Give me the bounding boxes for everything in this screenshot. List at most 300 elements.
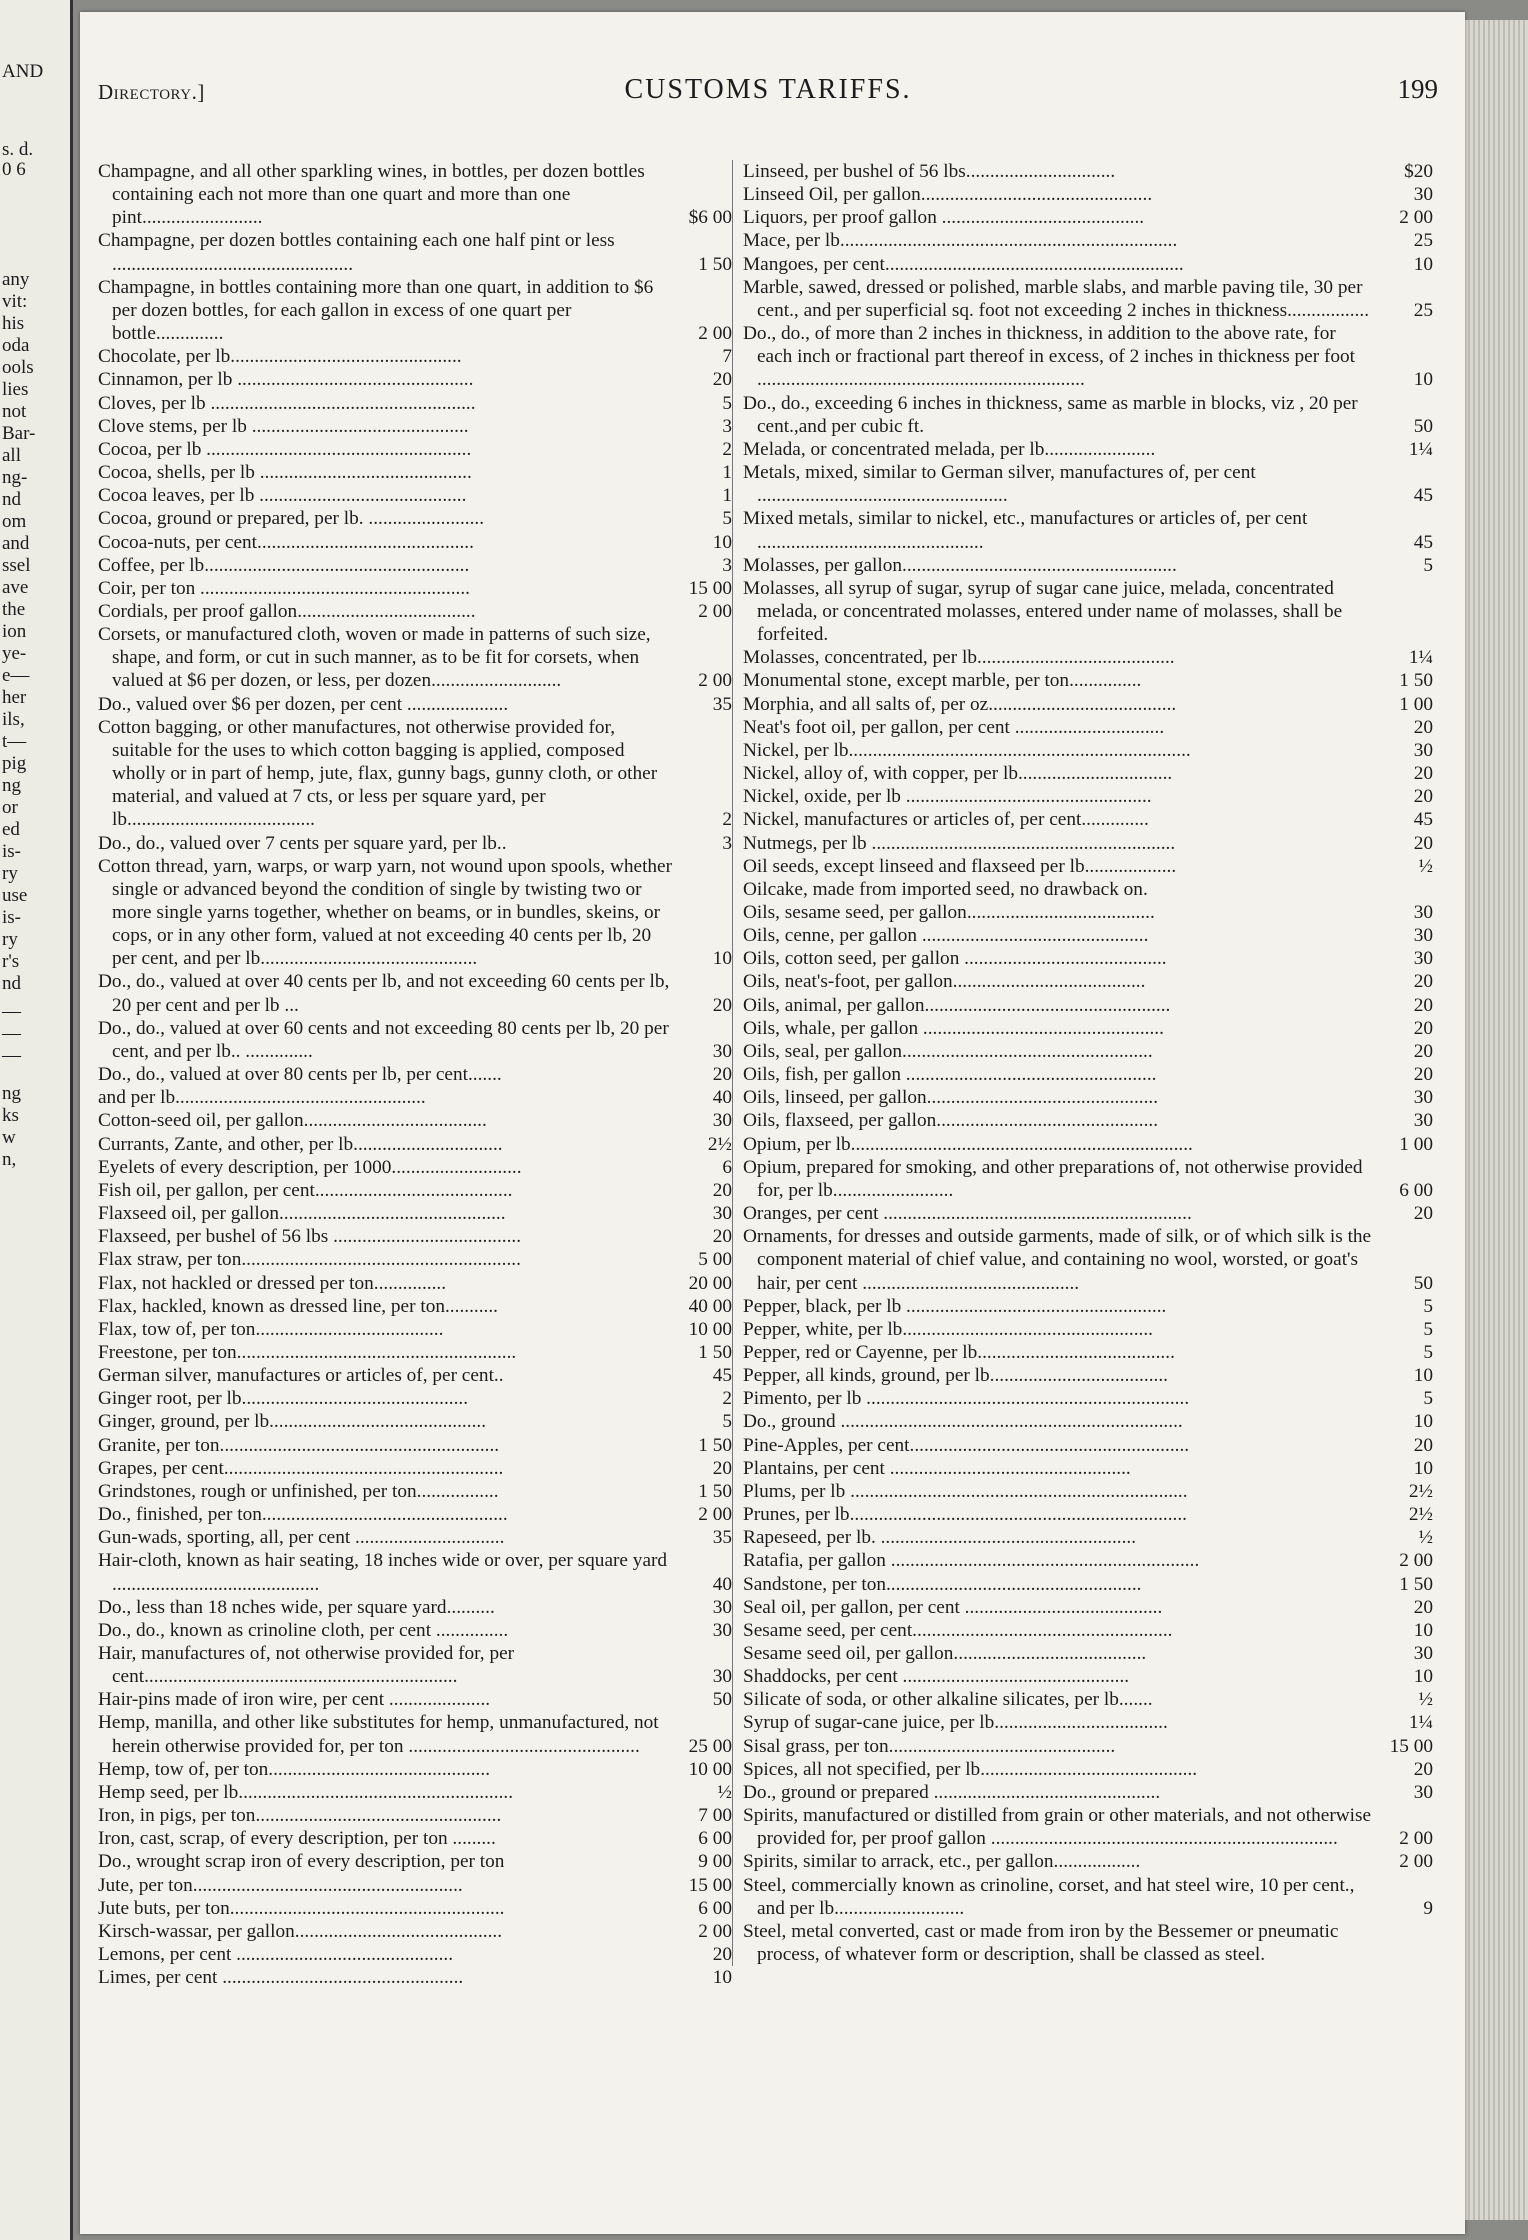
prev-page-fragment: 0 6: [2, 159, 26, 180]
prev-page-fragment: ed: [2, 819, 20, 840]
tariff-rate: 1 50: [698, 1480, 732, 1502]
tariff-rate: 10 00: [688, 1318, 732, 1340]
tariff-entry: [98, 345, 732, 368]
tariff-rate: 20: [1413, 1203, 1433, 1225]
tariff-item-text: Flax, hackled, known as dressed line, per ton...........: [98, 1295, 499, 1317]
tariff-rate: 25 00: [688, 1735, 732, 1757]
tariff-item-text: Flax, tow of, per ton.......................................: [98, 1318, 444, 1340]
tariff-entry: [98, 1966, 732, 1989]
tariff-rate: 10: [1413, 1411, 1433, 1433]
tariff-item-text: Syrup of sugar-cane juice, per lb....................................: [743, 1712, 1168, 1734]
tariff-entry: [743, 716, 1433, 739]
tariff-rate: ½: [1418, 1527, 1433, 1549]
tariff-item-text: Champagne, and all other sparkling wines, in bottles, per dozen bottles containing each not more than one quart and more than one pint.........................: [98, 161, 645, 229]
prev-page-fragment: ng: [2, 1083, 21, 1104]
tariff-item-text: Oils, whale, per gallon ..................................................: [743, 1017, 1164, 1039]
tariff-rate: ½: [1418, 1689, 1433, 1711]
tariff-item-text: Do., finished, per ton...................................................: [98, 1504, 508, 1526]
tariff-rate: 1: [722, 462, 732, 484]
tariff-entry: [743, 507, 1433, 553]
tariff-item-text: Sesame seed, per cent......................................................: [743, 1619, 1173, 1641]
tariff-entry: [743, 1758, 1433, 1781]
header-section-label: Directory.]: [98, 80, 205, 104]
tariff-item-text: Oils, fish, per gallon ....................................................: [743, 1064, 1157, 1086]
tariff-item-text: German silver, manufactures or articles of, per cent..: [98, 1365, 504, 1387]
tariff-entry: [98, 461, 732, 484]
tariff-item-text: Molasses, per gallon.........................................................: [743, 554, 1177, 576]
prev-page-fragment: ave: [2, 577, 29, 598]
tariff-item-text: Coffee, per lb.......................................................: [98, 554, 470, 576]
tariff-item-text: Jute, per ton........................................................: [98, 1874, 463, 1896]
tariff-item-text: Oils, seal, per gallon....................................................: [743, 1040, 1153, 1062]
tariff-entry: [98, 1387, 732, 1410]
tariff-entry: [743, 785, 1433, 808]
tariff-rate: 1 50: [1399, 670, 1433, 692]
tariff-entry: [743, 1434, 1433, 1457]
tariff-rate: 2 00: [1399, 1550, 1433, 1572]
prev-page-fragment: ion: [2, 621, 27, 642]
tariff-entry: [98, 1133, 732, 1156]
tariff-entry: [98, 1017, 732, 1063]
tariff-entry: [98, 832, 732, 855]
tariff-rate: $6 00: [688, 207, 732, 229]
tariff-rate: 1 00: [1399, 693, 1433, 715]
tariff-rate: 20: [1413, 832, 1433, 854]
prev-page-fragment: or: [2, 797, 18, 818]
tariff-entry: [743, 1804, 1433, 1850]
tariff-item-text: Clove stems, per lb .............................................: [98, 415, 469, 437]
prev-page-fragment: his: [2, 313, 25, 334]
tariff-entry: [743, 1202, 1433, 1225]
tariff-item-text: Steel, commercially known as crinoline, corset, and hat steel wire, 10 per cent., and per lb...........................: [743, 1874, 1355, 1919]
tariff-item-text: Hair-cloth, known as hair seating, 18 inches wide or over, per square yard ...........................................: [98, 1550, 668, 1595]
tariff-item-text: Do., do., valued at over 80 cents per lb, per cent.......: [98, 1064, 502, 1086]
prev-page-fragment: ng: [2, 775, 21, 796]
tariff-rate: 1: [722, 485, 732, 507]
tariff-entry: [743, 832, 1433, 855]
prev-page-fragment: ks: [2, 1105, 19, 1126]
tariff-item-text: Do., ground .......................................................................: [743, 1411, 1183, 1433]
tariff-item-text: Do., wrought scrap iron of every description, per ton: [98, 1851, 505, 1873]
tariff-rate: 20: [712, 1226, 732, 1248]
tariff-entry: [743, 1457, 1433, 1480]
tariff-item-text: Nickel, oxide, per lb ...................................................: [743, 786, 1152, 808]
tariff-entry: [743, 554, 1433, 577]
tariff-item-text: Cocoa, ground or prepared, per lb. ........................: [98, 508, 485, 530]
tariff-rate: 10 00: [688, 1758, 732, 1780]
tariff-entry: [98, 368, 732, 391]
tariff-rate: 10: [1413, 1365, 1433, 1387]
tariff-rate: 1 50: [698, 1341, 732, 1363]
tariff-rate: 10: [1413, 253, 1433, 275]
tariff-entry: [743, 206, 1433, 229]
tariff-item-text: Morphia, and all salts of, per oz.......................................: [743, 693, 1177, 715]
tariff-item-text: Oils, linseed, per gallon................................................: [743, 1087, 1159, 1109]
tariff-entry: [98, 1341, 732, 1364]
tariff-item-text: Do., less than 18 nches wide, per square yard..........: [98, 1596, 495, 1618]
tariff-rate: 10: [1413, 369, 1433, 391]
tariff-entry: [743, 1503, 1433, 1526]
tariff-rate: 1¼: [1408, 1712, 1433, 1734]
tariff-entry: [743, 1364, 1433, 1387]
tariff-rate: 20: [1413, 994, 1433, 1016]
tariff-item-text: Pepper, white, per lb....................................................: [743, 1318, 1153, 1340]
tariff-item-text: Fish oil, per gallon, per cent.........................................: [98, 1179, 513, 1201]
tariff-entry: [743, 1295, 1433, 1318]
tariff-entry: [98, 1619, 732, 1642]
tariff-entry: [743, 276, 1433, 322]
tariff-entry: [98, 1364, 732, 1387]
tariff-entry: [98, 1156, 732, 1179]
tariff-item-text: Linseed Oil, per gallon................................................: [743, 184, 1153, 206]
tariff-item-text: Flaxseed oil, per gallon...............................................: [98, 1203, 506, 1225]
tariff-rate: 10: [712, 948, 732, 970]
tariff-entry: [98, 970, 732, 1016]
tariff-entry: [98, 1711, 732, 1757]
tariff-item-text: Oil seeds, except linseed and flaxseed per lb...................: [743, 855, 1177, 877]
tariff-item-text: Nickel, manufactures or articles of, per cent..............: [743, 809, 1149, 831]
prev-page-fragment: AND: [2, 61, 44, 82]
tariff-entry: [743, 1549, 1433, 1572]
tariff-rate: $20: [1404, 161, 1433, 182]
tariff-item-text: Kirsch-wassar, per gallon...........................................: [98, 1920, 503, 1942]
tariff-entry: [98, 1897, 732, 1920]
tariff-rate: 20: [1413, 1040, 1433, 1062]
tariff-entry: [98, 392, 732, 415]
prev-page-fragment: ye-: [2, 643, 27, 664]
tariff-item-text: Mixed metals, similar to nickel, etc., manufactures or articles of, per cent ...............................................: [743, 508, 1308, 553]
tariff-item-text: Mangoes, per cent..............................................................: [743, 253, 1184, 275]
page-number: 199: [1397, 74, 1438, 104]
tariff-item-text: Pine-Apples, per cent..........................................................: [743, 1434, 1190, 1456]
tariff-entry: [743, 994, 1433, 1017]
tariff-rate: 30: [712, 1040, 732, 1062]
tariff-rate: 30: [712, 1203, 732, 1225]
tariff-item-text: Oranges, per cent ................................................................: [743, 1203, 1192, 1225]
tariff-item-text: Molasses, concentrated, per lb.........................................: [743, 647, 1175, 669]
tariff-rate: 1 50: [1399, 1573, 1433, 1595]
tariff-item-text: Coir, per ton ........................................................: [98, 577, 470, 599]
tariff-rate: 10: [1413, 1666, 1433, 1688]
tariff-item-text: Iron, in pigs, per ton...................................................: [98, 1805, 502, 1827]
tariff-item-text: Corsets, or manufactured cloth, woven or made in patterns of such size, shape, and form, or cut in such manner, as to be fit for corsets, when valued at $6 per dozen, or less, per dozen...........................: [98, 624, 651, 692]
tariff-entry: [743, 160, 1433, 183]
tariff-item-text: Marble, sawed, dressed or polished, marble slabs, and marble paving tile, 30 per cent., and per superficial sq. foot not exceeding 2 inches in thickness.................: [743, 276, 1370, 321]
prev-page-fragment: n,: [2, 1149, 17, 1170]
tariff-item-text: Metals, mixed, similar to German silver, manufactures of, per cent ....................................................: [743, 462, 1256, 507]
tariff-entry: [98, 1526, 732, 1549]
tariff-entry: [743, 438, 1433, 461]
tariff-entry: [98, 276, 732, 345]
tariff-item-text: Plantains, per cent ..................................................: [743, 1457, 1131, 1479]
tariff-rate: 6 00: [698, 1828, 732, 1850]
tariff-rate: 9 00: [698, 1851, 732, 1873]
tariff-rate: 30: [1413, 1781, 1433, 1803]
tariff-entry: [98, 1827, 732, 1850]
prev-page-fragment: ry: [2, 863, 18, 884]
tariff-item-text: Spirits, similar to arrack, etc., per gallon..................: [743, 1851, 1141, 1873]
tariff-item-text: Nickel, alloy of, with copper, per lb................................: [743, 763, 1173, 785]
tariff-rate: 20: [1413, 1596, 1433, 1618]
tariff-rate: 1 00: [1399, 1133, 1433, 1155]
tariff-rate: 45: [1413, 531, 1433, 553]
tariff-entry: [743, 577, 1433, 646]
tariff-rate: 40: [712, 1573, 732, 1595]
tariff-item-text: Ginger root, per lb...............................................: [98, 1388, 469, 1410]
tariff-rate: 20: [1413, 1017, 1433, 1039]
tariff-rate: 45: [712, 1365, 732, 1387]
tariff-item-text: Ratafia, per gallon ................................................................: [743, 1550, 1200, 1572]
prev-page-fragment: —: [2, 1023, 21, 1044]
tariff-rate: 20: [1413, 786, 1433, 808]
tariff-rate: 5: [722, 1411, 732, 1433]
tariff-entry: [98, 600, 732, 623]
tariff-rate: 30: [1413, 948, 1433, 970]
page-title: CUSTOMS TARIFFS.: [624, 74, 912, 105]
prev-page-fragment: om: [2, 511, 27, 532]
tariff-rate: 20: [1413, 1434, 1433, 1456]
tariff-entry: [743, 1781, 1433, 1804]
page-stack-edge: [1465, 20, 1528, 2220]
tariff-rate: 20: [1413, 716, 1433, 738]
tariff-item-text: Cloves, per lb .......................................................: [98, 392, 476, 414]
tariff-item-text: Mace, per lb......................................................................: [743, 230, 1178, 252]
tariff-rate: 1¼: [1408, 438, 1433, 460]
tariff-item-text: Spirits, manufactured or distilled from grain or other materials, and not otherwise provided for, per proof gallon ........................................................................: [743, 1805, 1372, 1850]
tariff-entry: [98, 1549, 732, 1595]
tariff-rate: 15 00: [1389, 1735, 1433, 1757]
tariff-entry: [98, 484, 732, 507]
tariff-item-text: Steel, metal converted, cast or made from iron by the Bessemer or pneumatic process, of whatever form or description, shall be classed as steel.: [743, 1920, 1339, 1966]
tariff-entry: [743, 1017, 1433, 1040]
tariff-item-text: Silicate of soda, or other alkaline silicates, per lb.......: [743, 1689, 1153, 1711]
tariff-entry: [743, 1063, 1433, 1086]
tariff-item-text: Iron, cast, scrap, of every description, per ton .........: [98, 1828, 496, 1850]
prev-page-fragment: any: [2, 269, 30, 290]
tariff-entry: [743, 646, 1433, 669]
tariff-item-text: Pepper, all kinds, ground, per lb.....................................: [743, 1365, 1168, 1387]
tariff-entry: [743, 1850, 1433, 1873]
tariff-item-text: Ornaments, for dresses and outside garments, made of silk, or of which silk is the component material of chief value, and containing no wool, worsted, or goat's hair, per cent .............................................: [743, 1226, 1372, 1294]
tariff-entry: [98, 1248, 732, 1271]
tariff-item-text: Sandstone, per ton.....................................................: [743, 1573, 1142, 1595]
tariff-item-text: Hair, manufactures of, not otherwise provided for, per cent.................................................................: [98, 1643, 515, 1688]
tariff-rate: 1¼: [1408, 647, 1433, 669]
tariff-entry: [98, 1225, 732, 1248]
tariff-entry: [743, 1735, 1433, 1758]
tariff-rate: 2 00: [1399, 1851, 1433, 1873]
tariff-rate: 9: [1423, 1897, 1433, 1919]
prev-page-fragment: all: [2, 445, 21, 466]
tariff-item-text: Molasses, all syrup of sugar, syrup of sugar cane juice, melada, concentrated melada, or concentrated molasses, entered under name of molasses, shall be forfeited.: [743, 577, 1343, 646]
tariff-rate: 30: [1413, 1110, 1433, 1132]
tariff-entry: [743, 1318, 1433, 1341]
prev-page-fragment: t—: [2, 731, 27, 752]
tariff-rate: 20: [1413, 971, 1433, 993]
right-column: [732, 160, 1433, 1966]
tariff-rate: 15 00: [688, 1874, 732, 1896]
tariff-entry: [743, 1040, 1433, 1063]
tariff-rate: 20: [712, 1457, 732, 1479]
tariff-entry: [743, 1086, 1433, 1109]
tariff-rate: 30: [1413, 902, 1433, 923]
tariff-entry: [743, 1688, 1433, 1711]
tariff-item-text: Liquors, per proof gallon ..........................................: [743, 207, 1145, 229]
tariff-item-text: Cordials, per proof gallon.....................................: [98, 600, 476, 622]
tariff-rate: 20: [1413, 763, 1433, 785]
tariff-entry: [98, 577, 732, 600]
tariff-rate: 10: [712, 531, 732, 553]
tariff-rate: 5: [1423, 554, 1433, 576]
tariff-entry: [98, 1804, 732, 1827]
tariff-item-text: Melada, or concentrated melada, per lb.......................: [743, 438, 1156, 460]
tariff-rate: 2: [722, 438, 732, 460]
tariff-item-text: Opium, prepared for smoking, and other preparations of, not otherwise provided for, per lb.........................: [743, 1156, 1363, 1201]
tariff-item-text: and per lb....................................................: [98, 1087, 426, 1109]
tariff-item-text: Do., do., known as crinoline cloth, per cent ...............: [98, 1619, 509, 1641]
tariff-rate: 5: [1423, 1295, 1433, 1317]
tariff-item-text: Opium, per lb.......................................................................: [743, 1133, 1193, 1155]
tariff-entry: [98, 855, 732, 971]
tariff-rate: 20: [712, 369, 732, 391]
tariff-entry: [98, 438, 732, 461]
tariff-rate: 50: [1413, 1272, 1433, 1294]
tariff-entry: [98, 1410, 732, 1433]
prev-page-fragment: the: [2, 599, 26, 620]
tariff-rate: 20: [1413, 1758, 1433, 1780]
tariff-item-text: Seal oil, per gallon, per cent .........................................: [743, 1596, 1163, 1618]
prev-page-fragment: lies: [2, 379, 29, 400]
tariff-item-text: Do., do., valued at over 60 cents and not exceeding 80 cents per lb, 20 per cent, and per lb.. ..............: [98, 1017, 669, 1062]
tariff-item-text: Cocoa leaves, per lb ...........................................: [98, 485, 467, 507]
tariff-entry: [743, 1573, 1433, 1596]
tariff-rate: 50: [1413, 415, 1433, 437]
tariff-item-text: Flaxseed, per bushel of 56 lbs .......................................: [98, 1226, 522, 1248]
prev-page-fragment: ils,: [2, 709, 25, 730]
tariff-entry: [743, 1526, 1433, 1549]
tariff-entry: [98, 716, 732, 832]
tariff-entry: [98, 507, 732, 530]
prev-page-fragment: Bar-: [2, 423, 36, 444]
tariff-entry: [743, 322, 1433, 391]
tariff-item-text: Flax straw, per ton..........................................................: [98, 1249, 521, 1271]
tariff-item-text: Do., do., valued over 7 cents per square yard, per lb..: [98, 832, 507, 854]
tariff-item-text: Nickel, per lb.......................................................................: [743, 739, 1191, 761]
tariff-item-text: Cocoa, per lb .......................................................: [98, 438, 472, 460]
tariff-entry: [98, 1318, 732, 1341]
tariff-item-text: Shaddocks, per cent ...............................................: [743, 1666, 1130, 1688]
tariff-rate: 10: [1413, 1619, 1433, 1641]
tariff-item-text: Do., do., of more than 2 inches in thickness, in addition to the above rate, for each inch or fractional part thereof in excess, of 2 inches in thickness per foot ....................................................................: [743, 323, 1356, 391]
tariff-item-text: Hemp, manilla, and other like substitutes for hemp, unmanufactured, not herein otherwise provided for, per ton ................................................: [98, 1712, 659, 1757]
tariff-item-text: Jute buts, per ton.........................................................: [98, 1897, 505, 1919]
tariff-rate: 50: [712, 1689, 732, 1711]
tariff-rate: 7 00: [698, 1805, 732, 1827]
tariff-item-text: Ginger, ground, per lb.............................................: [98, 1411, 487, 1433]
prev-page-fragment: nd: [2, 973, 21, 994]
tariff-rate: 10: [712, 1967, 732, 1989]
tariff-rate: 25: [1413, 299, 1433, 321]
prev-page-fragment: vit:: [2, 291, 28, 312]
tariff-entry: [743, 970, 1433, 993]
tariff-entry: [98, 554, 732, 577]
tariff-entry: [743, 855, 1433, 878]
tariff-item-text: Eyelets of every description, per 1000...........................: [98, 1156, 522, 1178]
tariff-entry: [743, 1596, 1433, 1619]
tariff-rate: 2 00: [698, 323, 732, 345]
tariff-item-text: Neat's foot oil, per gallon, per cent ...............................: [743, 716, 1165, 738]
tariff-item-text: Cotton-seed oil, per gallon......................................: [98, 1110, 487, 1132]
tariff-item-text: Pepper, red or Cayenne, per lb.........................................: [743, 1341, 1175, 1363]
tariff-rate: ½: [1418, 855, 1433, 877]
prev-page-fragment: ry: [2, 929, 18, 950]
tariff-item-text: Oils, animal, per gallon...................................................: [743, 994, 1171, 1016]
tariff-entry: [743, 1480, 1433, 1503]
tariff-item-text: Cotton bagging, or other manufactures, not otherwise provided for, suitable for the uses to which cotton bagging is applied, composed wholly or in part of hemp, jute, flax, gunny bags, gunny cloth, or other material, and valued at 7 cts, or less per square yard, per lb.......................................: [98, 716, 658, 831]
tariff-rate: 30: [712, 1596, 732, 1618]
tariff-item-text: Flax, not hackled or dressed per ton...............: [98, 1272, 447, 1294]
tariff-entry: [98, 1434, 732, 1457]
tariff-rate: 20: [1413, 1064, 1433, 1086]
tariff-rate: 2½: [707, 1133, 732, 1155]
tariff-entry: [98, 1596, 732, 1619]
tariff-item-text: Monumental stone, except marble, per ton...............: [743, 670, 1142, 692]
tariff-rate: 30: [712, 1110, 732, 1132]
tariff-item-text: Hair-pins made of iron wire, per cent .....................: [98, 1689, 491, 1711]
tariff-entry: [743, 1341, 1433, 1364]
prev-page-fragment: and: [2, 533, 30, 554]
tariff-item-text: Do., valued over $6 per dozen, per cent .....................: [98, 693, 509, 715]
tariff-entry: [743, 1133, 1433, 1156]
tariff-rate: 5: [1423, 1341, 1433, 1363]
tariff-item-text: Chocolate, per lb................................................: [98, 346, 462, 368]
prev-page-fragment: —: [2, 1001, 21, 1022]
tariff-item-text: Hemp, tow of, per ton..............................................: [98, 1758, 491, 1780]
tariff-rate: 2 00: [698, 600, 732, 622]
tariff-rate: 3: [722, 832, 732, 854]
tariff-entry: [743, 229, 1433, 252]
tariff-rate: 6: [722, 1156, 732, 1178]
tariff-entry: [743, 1225, 1433, 1294]
tariff-rate: 35: [712, 1527, 732, 1549]
prev-page-fragment: w: [2, 1127, 16, 1148]
tariff-rate: 1 50: [698, 253, 732, 275]
tariff-rate: 20 00: [688, 1272, 732, 1294]
tariff-entry: [98, 531, 732, 554]
tariff-entry: [98, 1272, 732, 1295]
tariff-rate: 2 00: [698, 1504, 732, 1526]
tariff-item-text: Gun-wads, sporting, all, per cent ...............................: [98, 1527, 505, 1549]
tariff-rate: 2½: [1408, 1504, 1433, 1526]
tariff-entry: [98, 1179, 732, 1202]
tariff-item-text: Currants, Zante, and other, per lb...............................: [98, 1133, 503, 1155]
tariff-entry: [743, 924, 1433, 947]
tariff-rate: 30: [712, 1619, 732, 1641]
tariff-rate: 2: [722, 1388, 732, 1410]
tariff-entry: [743, 739, 1433, 762]
tariff-entry: [743, 1619, 1433, 1642]
tariff-entry: [98, 1457, 732, 1480]
tariff-rate: 20: [712, 1944, 732, 1966]
tariff-rate: 1 50: [698, 1434, 732, 1456]
tariff-entry: [98, 693, 732, 716]
tariff-item-text: Plums, per lb ......................................................................: [743, 1480, 1188, 1502]
tariff-rate: 6 00: [1399, 1179, 1433, 1201]
tariff-item-text: Hemp seed, per lb.........................................................: [98, 1781, 514, 1803]
tariff-rate: 30: [1413, 184, 1433, 206]
tariff-item-text: Limes, per cent ..................................................: [98, 1967, 464, 1989]
tariff-entry: [98, 415, 732, 438]
